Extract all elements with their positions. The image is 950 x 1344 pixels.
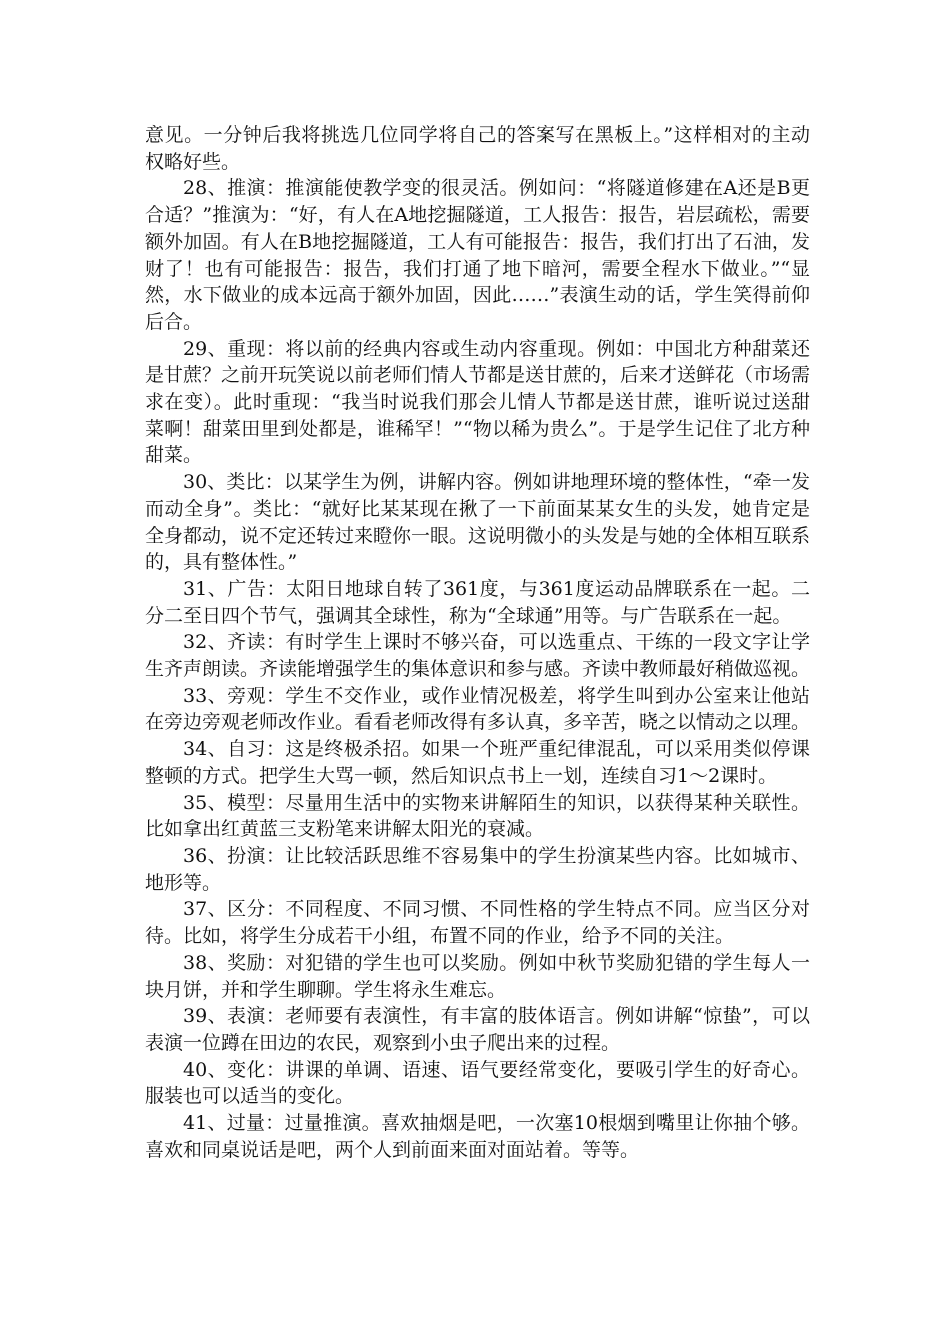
- paragraph-continued: 意见。一分钟后我将挑选几位同学将自己的答案写在黑板上。”这样相对的主动权略好些。: [145, 124, 810, 173]
- paragraph-40-variation: 40、变化：讲课的单调、语速、语气要经常变化，要吸引学生的好奇心。服装也可以适当的变化。: [145, 1058, 810, 1108]
- paragraph-33-observing: 33、旁观：学生不交作业，或作业情况极差，将学生叫到办公室来让他站在旁边旁观老师改作业。看看老师改得有多认真，多辛苦，晓之以情动之以理。: [145, 684, 811, 734]
- paragraph-29-recall: 29、重现：将以前的经典内容或生动内容重现。例如：中国北方种甜菜还是甘蔗？之前开玩笑说以前老师们情人节都是送甘蔗的，后来才送鲜花（市场需求在变）。此时重现：“我当时说我们那会儿情人节都是送甘蔗，谁听说过送甜菜啊！甜菜田里到处都是，谁稀罕！”“物以稀为贵么”。于是学生记住了北方种甜菜。: [145, 337, 811, 467]
- paragraph-30-analogy: 30、类比：以某学生为例，讲解内容。例如讲地理环境的整体性，“牵一发而动全身”。类比：“就好比某某现在揪了一下前面某某女生的头发，她肯定是全身都动，说不定还转过来瞪你一眼。这说明微小的头发是与她的全体相互联系的，具有整体性。”: [145, 471, 811, 574]
- document-page: [145, 122, 810, 1163]
- paragraph-28-deduction: 28、推演：推演能使教学变的很灵活。例如问：“将隧道修建在A还是B更合适？”推演为：“好，有人在A地挖掘隧道，工人报告：报告，岩层疏松，需要额外加固。有人在B地挖掘隧道，工人有可能报告：报告，我们打出了石油，发财了！也有可能报告：报告，我们打通了地下暗河，需要全程水下做业。”“显然，水下做业的成本远高于额外加固，因此……”表演生动的话，学生笑得前仰后合。: [145, 177, 810, 333]
- paragraph-32-reading-aloud: 32、齐读：有时学生上课时不够兴奋，可以选重点、干练的一段文字让学生齐声朗读。齐读能增强学生的集体意识和参与感。齐读中教师最好稍做巡视。: [145, 631, 811, 681]
- paragraph-31-advertising: 31、广告：太阳日地球自转了361度，与361度运动品牌联系在一起。二分二至日四个节气，强调其全球性，称为“全球通”用等。与广告联系在一起。: [145, 577, 810, 627]
- paragraph-35-model: 35、模型：尽量用生活中的实物来讲解陌生的知识，以获得某种关联性。比如拿出红黄蓝三支粉笔来讲解太阳光的衰减。: [145, 791, 810, 841]
- paragraph-36-role-play: 36、扮演：让比较活跃思维不容易集中的学生扮演某些内容。比如城市、地形等。: [145, 844, 810, 894]
- paragraph-37-differentiation: 37、区分：不同程度、不同习惯、不同性格的学生特点不同。应当区分对待。比如，将学生分成若干小组，布置不同的作业，给予不同的关注。: [145, 898, 810, 948]
- paragraph-39-performance: 39、表演：老师要有表演性，有丰富的肢体语言。例如讲解“惊蛰”，可以表演一位蹲在田边的农民，观察到小虫子爬出来的过程。: [145, 1005, 810, 1054]
- paragraph-34-self-study: 34、自习：这是终极杀招。如果一个班严重纪律混乱，可以采用类似停课整顿的方式。把学生大骂一顿，然后知识点书上一划，连续自习1～2课时。: [145, 738, 810, 787]
- paragraph-41-excess: 41、过量：过量推演。喜欢抽烟是吧，一次塞10根烟到嘴里让你抽个够。喜欢和同桌说话是吧，两个人到前面来面对面站着。等等。: [145, 1112, 810, 1161]
- paragraph-38-reward: 38、奖励：对犯错的学生也可以奖励。例如中秋节奖励犯错的学生每人一块月饼，并和学生聊聊。学生将永生难忘。: [145, 951, 810, 1001]
